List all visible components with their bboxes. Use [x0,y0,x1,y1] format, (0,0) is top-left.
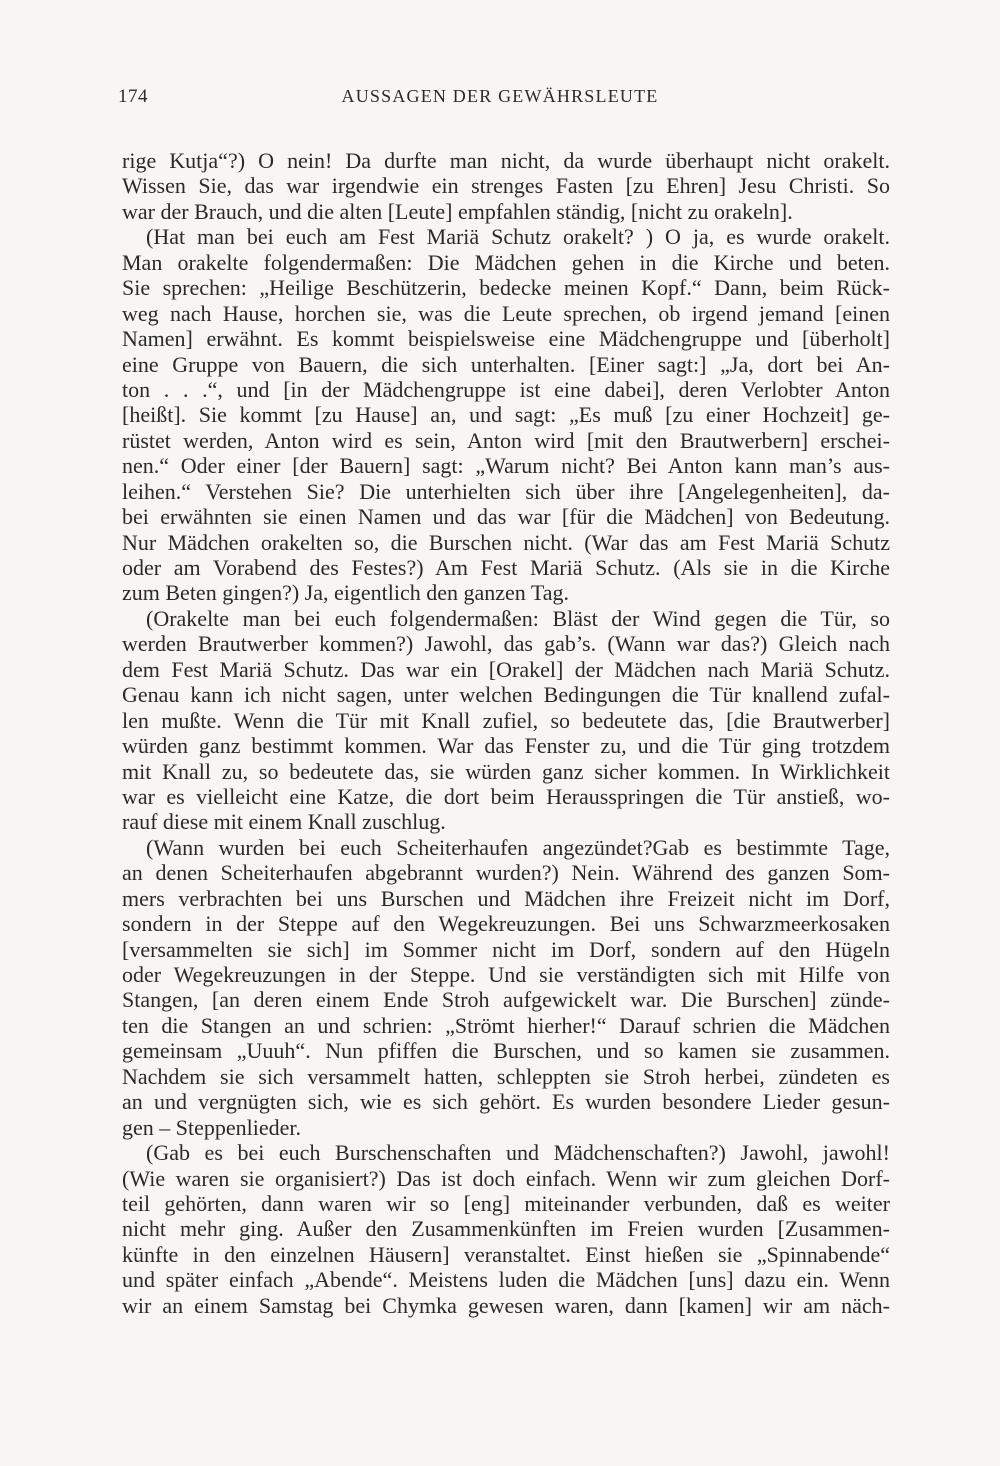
text-line: war der Brauch, und die alten [Leute] empfahlen ständig, [nicht zu orakeln]. [122,198,793,224]
text-line: künfte in den einzelnen Häusern] veranstaltet. Einst hießen sie „Spinnabende“ [122,1241,890,1267]
text-line: ton . . .“, und [in der Mädchengruppe ist eine dabei], deren Verlobter Anton [122,376,890,402]
text-line: gemeinsam „Uuuh“. Nun pfiffen die Burschen, und so kamen sie zusammen. [122,1038,890,1064]
page-number: 174 [118,86,148,107]
text-line: len mußte. Wenn die Tür mit Knall zufiel, so bedeutete das, [die Brautwerber] [122,707,890,733]
text-line: Nachdem sie sich versammelt hatten, schleppten sie Stroh herbei, zündeten es [122,1063,890,1089]
text-line: oder Wegekreuzungen in der Steppe. Und sie verständigten sich mit Hilfe von [122,962,890,987]
text-line: teil gehörten, dann waren wir so [eng] miteinander verbunden, daß es weiter [122,1190,890,1216]
text-line: Genau kann ich nicht sagen, unter welchen Bedingungen die Tür knallend zufal- [122,682,890,708]
text-line: (Orakelte man bei euch folgendermaßen: Bläst der Wind gegen die Tür, so [146,605,890,631]
text-line: mers verbrachten bei uns Burschen und Mädchen ihre Freizeit nicht im Dorf, [122,885,890,911]
text-line: gen – Steppenlieder. [122,1114,302,1140]
text-line: und später einfach „Abende“. Meistens luden die Mädchen [uns] dazu ein. Wenn [122,1267,890,1293]
running-head: AUSSAGEN DER GEWÄHRSLEUTE [341,86,659,106]
text-line: an und vergnügten sich, wie es sich gehört. Es wurden besondere Lieder gesun- [122,1089,890,1115]
text-line: (Wann wurden bei euch Scheiterhaufen angezündet?Gab es bestimmte Tage, [146,834,890,860]
text-line: leihen.“ Verstehen Sie? Die unterhielten sich über ihre [Angelegenheiten], da- [122,478,890,504]
text-line: an denen Scheiterhaufen abgebrannt wurden?) Nein. Während des ganzen Som- [122,860,890,886]
text-line: eine Gruppe von Bauern, die sich unterhalten. [Einer sagt:] „Ja, dort bei An- [122,351,890,377]
text-line: rauf diese mit einem Knall zuschlug. [122,809,446,835]
text-line: war es vielleicht eine Katze, die dort beim Herausspringen die Tür anstieß, wo- [122,783,890,809]
text-line: dem Fest Mariä Schutz. Das war ein [Orakel] der Mädchen nach Mariä Schutz. [122,656,890,682]
text-line: würden ganz bestimmt kommen. War das Fenster zu, und die Tür ging trotzdem [122,733,890,759]
text-line: wir an einem Samstag bei Chymka gewesen waren, dann [kamen] wir am näch- [122,1292,890,1318]
text-line: rüstet werden, Anton wird es sein, Anton wird [mit den Brautwerbern] erschei- [122,427,890,453]
text-line: werden Brautwerber kommen?) Jawohl, das gab’s. (Wann war das?) Gleich nach [122,631,890,657]
text-line: (Hat man bei euch am Fest Mariä Schutz orakelt? ) O ja, es wurde orakelt. [146,224,890,250]
text-line: [versammelten sie sich] im Sommer nicht im Dorf, sondern auf den Hügeln [122,936,890,962]
text-line: Man orakelte folgendermaßen: Die Mädchen gehen in die Kirche und beten. [122,249,890,275]
text-line: Wissen Sie, das war irgendwie ein strenges Fasten [zu Ehren] Jesu Christi. So [122,173,890,199]
text-line: (Wie waren sie organisiert?) Das ist doch einfach. Wenn wir zum gleichen Dorf- [122,1165,890,1191]
text-line: ten die Stangen an und schrien: „Strömt hierher!“ Darauf schrien die Mädchen [122,1012,890,1038]
text-line: Namen] erwähnt. Es kommt beispielsweise eine Mädchengruppe und [überholt] [122,326,890,352]
text-line: sondern in der Steppe auf den Wegekreuzungen. Bei uns Schwarzmeerkosaken [122,911,890,937]
text-line: nen.“ Oder einer [der Bauern] sagt: „Warum nicht? Bei Anton kann man’s aus- [122,453,890,479]
text-line: [heißt]. Sie kommt [zu Hause] an, und sagt: „Es muß [zu einer Hochzeit] ge- [122,402,890,428]
text-line: Sie sprechen: „Heilige Beschützerin, bedecke meinen Kopf.“ Dann, beim Rück- [122,275,890,301]
text-line: rige Kutja“?) O nein! Da durfte man nicht, da wurde überhaupt nicht orakelt. [122,148,890,173]
text-line: weg nach Hause, horchen sie, was die Leute sprechen, ob irgend jemand [einen [122,300,890,326]
text-line: (Gab es bei euch Burschenschaften und Mädchenschaften?) Jawohl, jawohl! [146,1140,890,1166]
text-line: nicht mehr ging. Außer den Zusammenkünften im Freien wurden [Zusammen- [122,1216,890,1242]
text-line: Stangen, [an deren einem Ende Stroh aufgewickelt war. Die Burschen] zünde- [122,987,890,1013]
text-line: bei erwähnten sie einen Namen und das war [für die Mädchen] von Bedeutung. [122,504,890,530]
text-line: Nur Mädchen orakelten so, die Burschen nicht. (War das am Fest Mariä Schutz [122,529,890,555]
text-line: mit Knall zu, so bedeutete das, sie würden ganz sicher kommen. In Wirklichkeit [122,758,890,784]
body-text [122,148,890,1318]
text-line: oder am Vorabend des Festes?) Am Fest Mariä Schutz. (Als sie in die Kirche [122,555,890,580]
text-line: zum Beten gingen?) Ja, eigentlich den ganzen Tag. [122,580,570,606]
